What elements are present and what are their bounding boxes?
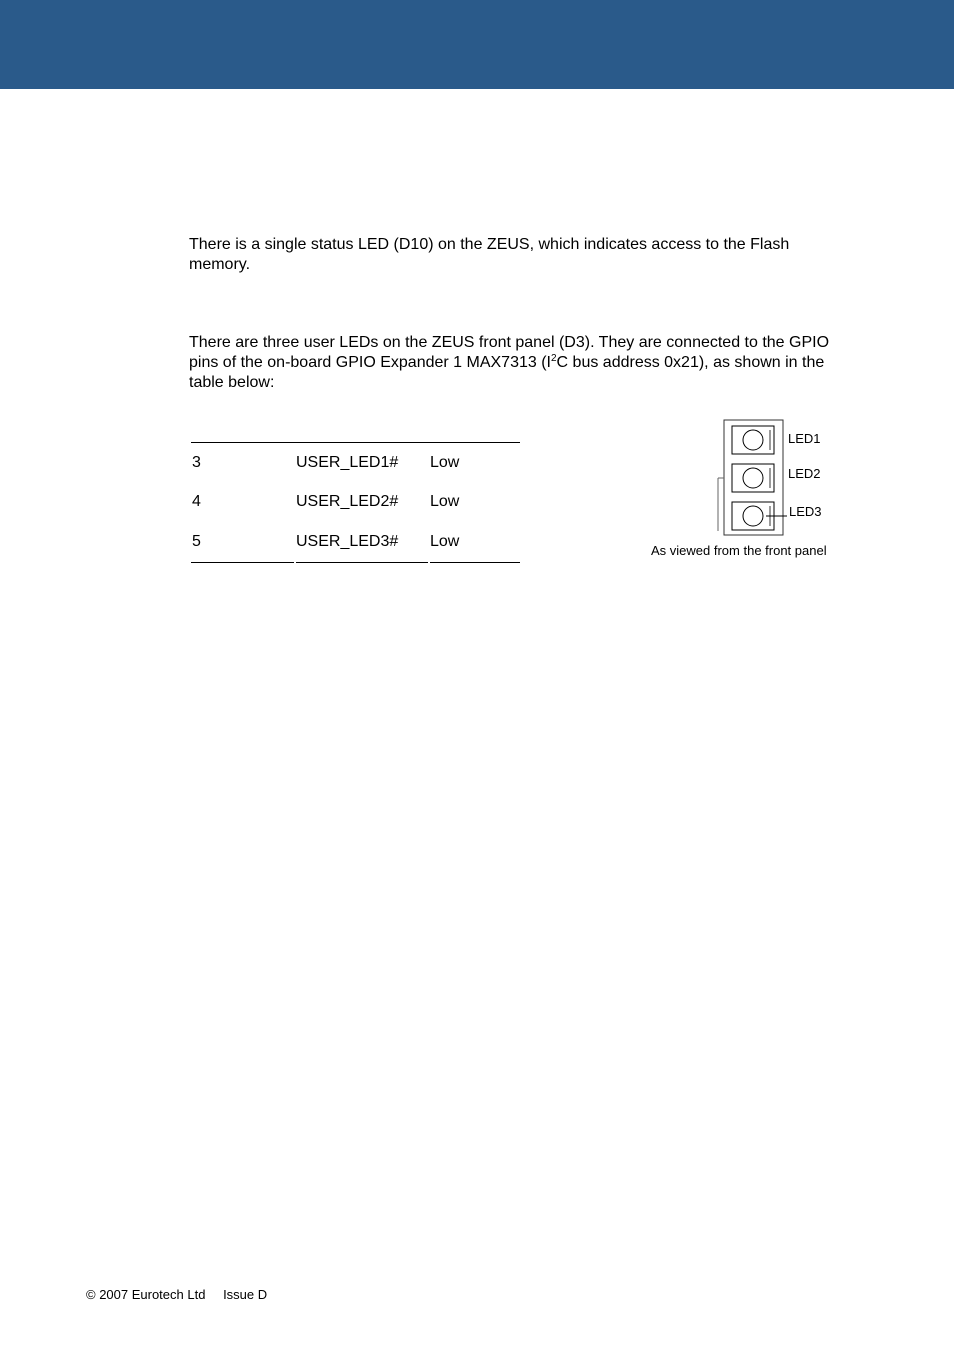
table-row (191, 493, 520, 517)
active-cell: Low (430, 493, 460, 510)
led2-indicator (732, 464, 774, 492)
copyright-text: © 2007 Eurotech Ltd (86, 1287, 206, 1302)
table-top-rule (191, 442, 520, 443)
i2c-superscript: 2 (550, 353, 557, 364)
issue-text: Issue D (223, 1287, 268, 1302)
table-row (191, 454, 520, 478)
diagram-caption: As viewed from the front panel (651, 543, 827, 558)
front-panel-led-diagram (712, 418, 852, 540)
user-leds-paragraph (189, 333, 854, 393)
signal-cell: USER_LED2# (296, 493, 399, 510)
led3-label: LED3 (789, 504, 822, 519)
status-led-paragraph: There is a single status LED (D10) on the ZEUS, which indicates access to the Flash memory. (189, 236, 790, 273)
signal-cell: USER_LED3# (296, 533, 399, 550)
table-bottom-rule (191, 562, 294, 563)
user-leds-text-after: C bus address 0x21), as shown in the table below: (189, 354, 825, 391)
pin-cell: 4 (192, 493, 201, 510)
table-row (191, 533, 520, 557)
table-bottom-rule (430, 562, 520, 563)
table-bottom-rule (296, 562, 428, 563)
pin-cell: 3 (192, 454, 201, 471)
header-bar (0, 0, 954, 89)
signal-cell: USER_LED1# (296, 454, 399, 471)
led3-indicator (732, 502, 787, 530)
active-cell: Low (430, 533, 460, 550)
led2-label: LED2 (788, 466, 821, 481)
page-footer (86, 1287, 267, 1303)
active-cell: Low (430, 454, 460, 471)
pin-cell: 5 (192, 533, 201, 550)
user-leds-text-before: There are three user LEDs on the ZEUS front panel (D3). They are connected to the GPIO pins of the on-board GPIO Expander 1 MAX7313 (I (189, 334, 830, 371)
led1-label: LED1 (788, 431, 821, 446)
led1-indicator (732, 426, 774, 454)
